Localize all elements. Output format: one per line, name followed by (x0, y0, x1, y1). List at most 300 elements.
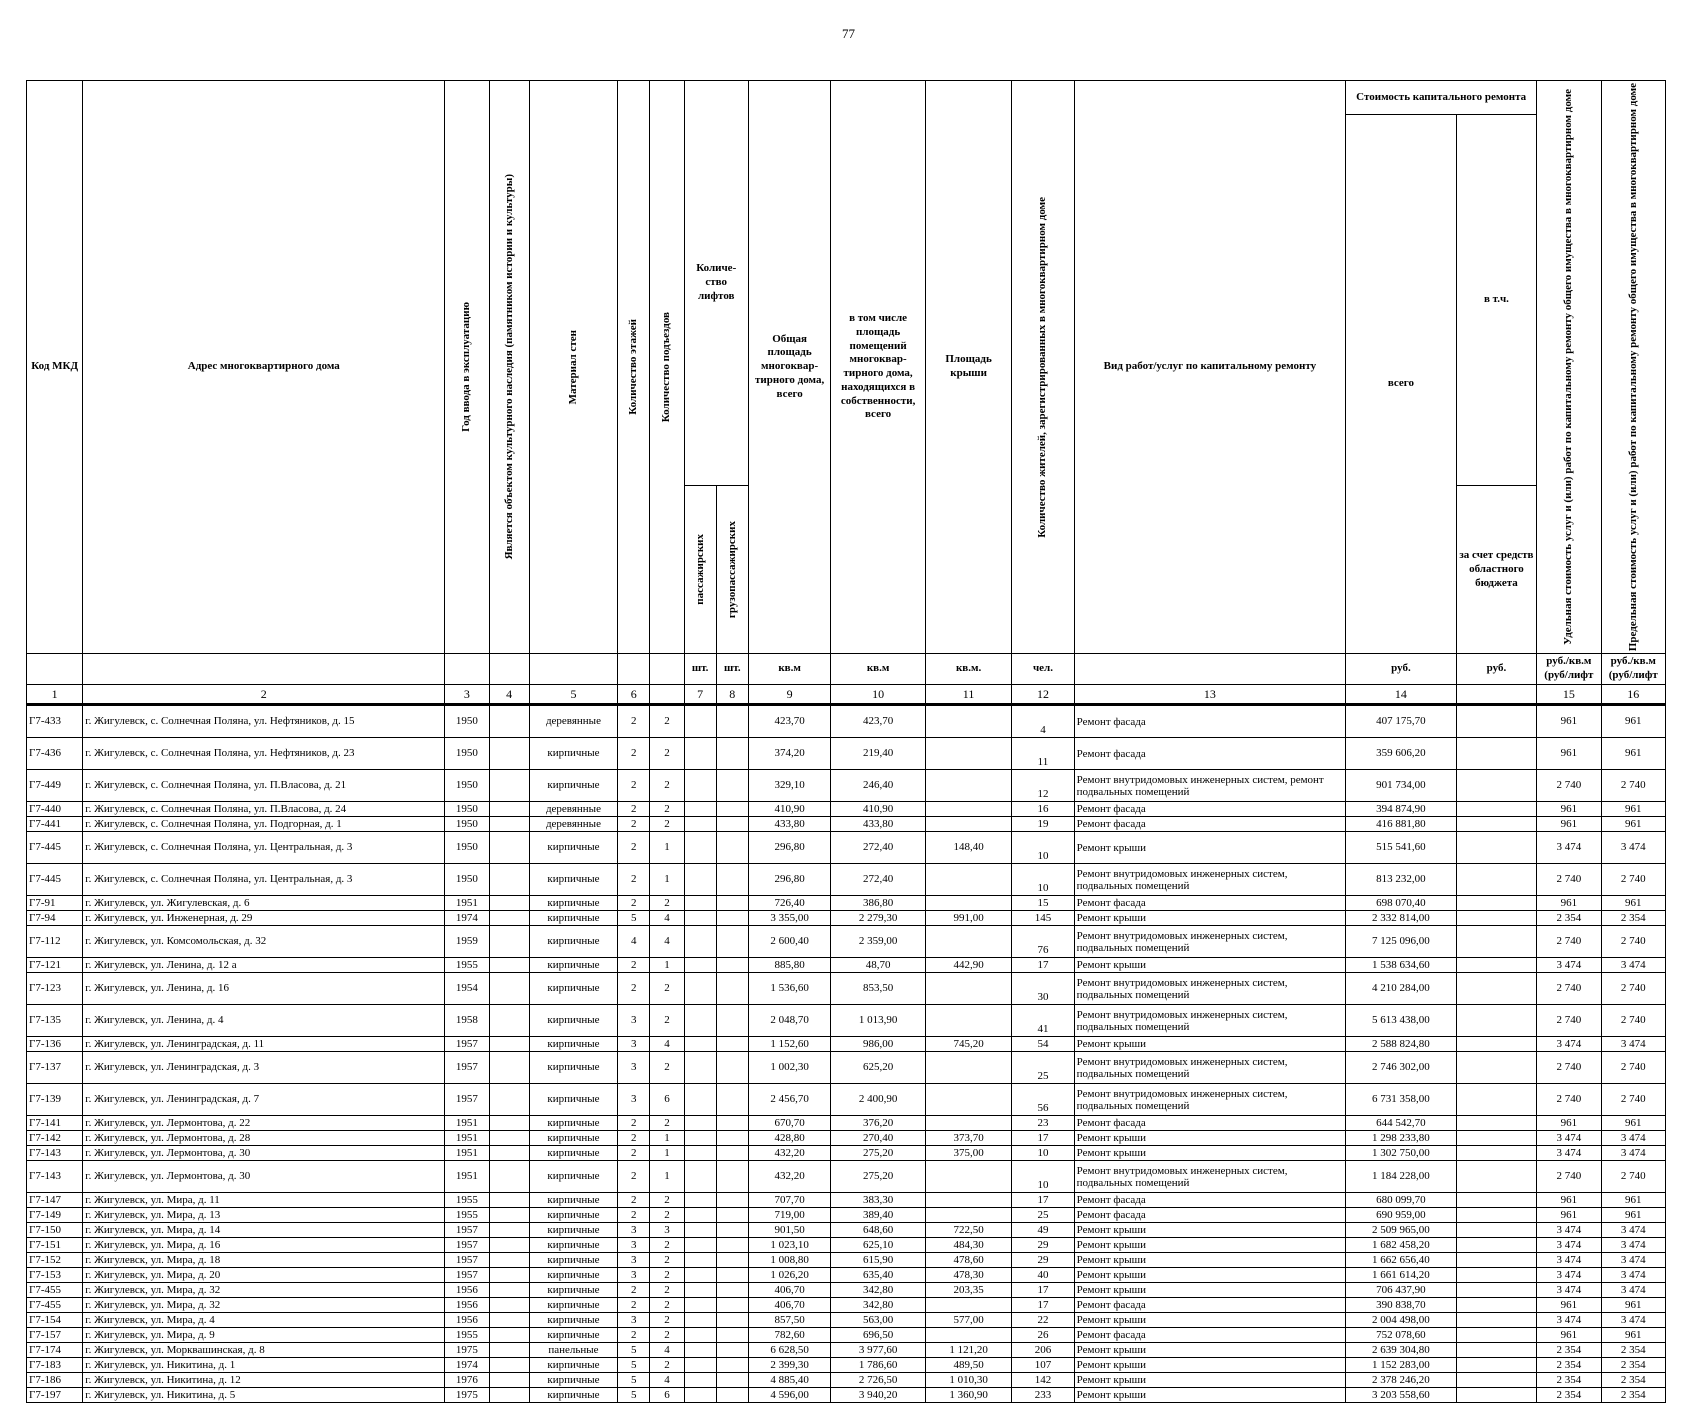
cell-work-type: Ремонт фасада (1074, 1193, 1345, 1208)
cell-residents: 56 (1012, 1084, 1074, 1116)
cell-cost-budget (1456, 1253, 1536, 1268)
cell-year: 1950 (445, 802, 489, 817)
cell-floors: 3 (618, 1084, 650, 1116)
cell-cost-budget (1456, 926, 1536, 958)
cell-address: г. Жигулевск, с. Солнечная Поляна, ул. Подгорная, д. 1 (83, 817, 445, 832)
cell-heritage (489, 1343, 529, 1358)
cell-limit-cost: 2 740 (1601, 926, 1665, 958)
column-number: 13 (1074, 685, 1345, 705)
cell-year: 1957 (445, 1223, 489, 1238)
cell-work-type: Ремонт крыши (1074, 1146, 1345, 1161)
cell-area-total: 1 008,80 (748, 1253, 830, 1268)
cell-roof-area: 1 121,20 (925, 1343, 1011, 1358)
cell-area-owned: 219,40 (831, 738, 926, 770)
cell-area-total: 726,40 (748, 896, 830, 911)
cell-lifts-cargo (716, 832, 748, 864)
cell-cost-budget (1456, 973, 1536, 1005)
header-lifts-cargo: грузопассажирских (716, 486, 748, 654)
table-row (27, 1298, 1666, 1313)
cell-unit-cost: 2 740 (1537, 1084, 1601, 1116)
cell-area-owned: 3 940,20 (831, 1388, 926, 1403)
cell-roof-area: 722,50 (925, 1223, 1011, 1238)
cell-roof-area (925, 705, 1011, 738)
cell-walls: кирпичные (529, 973, 617, 1005)
cell-work-type: Ремонт крыши (1074, 958, 1345, 973)
cell-floors: 5 (618, 911, 650, 926)
cell-walls: кирпичные (529, 1052, 617, 1084)
cell-residents: 145 (1012, 911, 1074, 926)
cell-walls: кирпичные (529, 1146, 617, 1161)
cell-residents: 49 (1012, 1223, 1074, 1238)
cell-address: г. Жигулевск, ул. Лермонтова, д. 28 (83, 1131, 445, 1146)
cell-year: 1955 (445, 958, 489, 973)
cell-roof-area (925, 1005, 1011, 1037)
cell-limit-cost: 3 474 (1601, 1313, 1665, 1328)
cell-area-total: 885,80 (748, 958, 830, 973)
table-row (27, 911, 1666, 926)
cell-work-type: Ремонт внутридомовых инженерных систем, подвальных помещений (1074, 926, 1345, 958)
cell-work-type: Ремонт крыши (1074, 1268, 1345, 1283)
cell-walls: кирпичные (529, 896, 617, 911)
cell-code: Г7-433 (27, 705, 83, 738)
cell-address: г. Жигулевск, ул. Ленина, д. 4 (83, 1005, 445, 1037)
cell-code: Г7-151 (27, 1238, 83, 1253)
cell-cost-budget (1456, 1328, 1536, 1343)
cell-work-type: Ремонт крыши (1074, 1313, 1345, 1328)
cell-cost-total: 416 881,80 (1346, 817, 1457, 832)
cell-roof-area: 577,00 (925, 1313, 1011, 1328)
cell-area-owned: 986,00 (831, 1037, 926, 1052)
cell-lifts-pass (684, 770, 716, 802)
cell-year: 1956 (445, 1283, 489, 1298)
cell-walls: кирпичные (529, 911, 617, 926)
table-row (27, 1328, 1666, 1343)
cell-limit-cost: 3 474 (1601, 1253, 1665, 1268)
cell-area-total: 707,70 (748, 1193, 830, 1208)
cell-area-total: 857,50 (748, 1313, 830, 1328)
cell-work-type: Ремонт фасада (1074, 896, 1345, 911)
cell-year: 1974 (445, 911, 489, 926)
cell-walls: кирпичные (529, 1298, 617, 1313)
header-area-total: Общая площадь многоквар-тирного дома, всего (748, 81, 830, 654)
cell-walls: кирпичные (529, 1193, 617, 1208)
cell-lifts-pass (684, 1208, 716, 1223)
table-row (27, 1388, 1666, 1403)
table-row (27, 1268, 1666, 1283)
cell-limit-cost: 961 (1601, 705, 1665, 738)
header-limit-cost: Предельная стоимость услуг и (или) работ по капитальному ремонту общего имущества в многоквартирном доме (1601, 81, 1665, 654)
cell-area-owned: 615,90 (831, 1253, 926, 1268)
column-number (1456, 685, 1536, 705)
cell-limit-cost: 2 740 (1601, 770, 1665, 802)
cell-floors: 5 (618, 1358, 650, 1373)
cell-entrances: 2 (650, 770, 684, 802)
cell-limit-cost: 961 (1601, 1328, 1665, 1343)
cell-cost-total: 359 606,20 (1346, 738, 1457, 770)
unit-lifts-pass: шт. (684, 654, 716, 685)
cell-residents: 29 (1012, 1238, 1074, 1253)
table-row (27, 1253, 1666, 1268)
cell-unit-cost: 2 354 (1537, 911, 1601, 926)
cell-heritage (489, 926, 529, 958)
cell-area-owned: 2 726,50 (831, 1373, 926, 1388)
cell-area-owned: 635,40 (831, 1268, 926, 1283)
cell-cost-total: 5 613 438,00 (1346, 1005, 1457, 1037)
cell-roof-area: 478,60 (925, 1253, 1011, 1268)
cell-residents: 10 (1012, 1161, 1074, 1193)
table-row (27, 1052, 1666, 1084)
table-row (27, 973, 1666, 1005)
header-code: Код МКД (27, 81, 83, 654)
cell-work-type: Ремонт фасада (1074, 738, 1345, 770)
cell-cost-budget (1456, 1358, 1536, 1373)
cell-cost-budget (1456, 864, 1536, 896)
cell-area-owned: 423,70 (831, 705, 926, 738)
cell-heritage (489, 973, 529, 1005)
cell-floors: 3 (618, 1238, 650, 1253)
cell-area-owned: 48,70 (831, 958, 926, 973)
cell-year: 1957 (445, 1253, 489, 1268)
column-number: 14 (1346, 685, 1457, 705)
cell-cost-budget (1456, 1283, 1536, 1298)
column-numbers-row (27, 685, 1666, 705)
cell-work-type: Ремонт внутридомовых инженерных систем, подвальных помещений (1074, 1084, 1345, 1116)
cell-cost-total: 1 662 656,40 (1346, 1253, 1457, 1268)
cell-cost-total: 515 541,60 (1346, 832, 1457, 864)
cell-unit-cost: 961 (1537, 896, 1601, 911)
cell-area-total: 432,20 (748, 1146, 830, 1161)
cell-roof-area: 1 360,90 (925, 1388, 1011, 1403)
cell-residents: 4 (1012, 705, 1074, 738)
cell-unit-cost: 3 474 (1537, 1253, 1601, 1268)
cell-lifts-pass (684, 1313, 716, 1328)
cell-address: г. Жигулевск, ул. Жигулевская, д. 6 (83, 896, 445, 911)
column-number: 1 (27, 685, 83, 705)
cell-cost-total: 4 210 284,00 (1346, 973, 1457, 1005)
table-row (27, 1343, 1666, 1358)
cell-limit-cost: 961 (1601, 738, 1665, 770)
cell-area-owned: 389,40 (831, 1208, 926, 1223)
cell-cost-budget (1456, 1084, 1536, 1116)
cell-area-owned: 563,00 (831, 1313, 926, 1328)
cell-address: г. Жигулевск, ул. Никитина, д. 1 (83, 1358, 445, 1373)
cell-limit-cost: 961 (1601, 1208, 1665, 1223)
cell-work-type: Ремонт крыши (1074, 1283, 1345, 1298)
cell-year: 1955 (445, 1328, 489, 1343)
cell-roof-area: 991,00 (925, 911, 1011, 926)
cell-address: г. Жигулевск, ул. Лермонтова, д. 30 (83, 1146, 445, 1161)
cell-residents: 17 (1012, 1298, 1074, 1313)
cell-code: Г7-143 (27, 1161, 83, 1193)
cell-year: 1957 (445, 1084, 489, 1116)
cell-code: Г7-445 (27, 864, 83, 896)
cell-limit-cost: 2 354 (1601, 911, 1665, 926)
cell-cost-total: 2 509 965,00 (1346, 1223, 1457, 1238)
cell-area-total: 2 048,70 (748, 1005, 830, 1037)
cell-entrances: 6 (650, 1388, 684, 1403)
cell-residents: 233 (1012, 1388, 1074, 1403)
table-row (27, 832, 1666, 864)
cell-heritage (489, 958, 529, 973)
cell-roof-area: 1 010,30 (925, 1373, 1011, 1388)
cell-area-total: 782,60 (748, 1328, 830, 1343)
cell-lifts-pass (684, 1253, 716, 1268)
cell-residents: 30 (1012, 973, 1074, 1005)
cell-cost-budget (1456, 1298, 1536, 1313)
cell-address: г. Жигулевск, с. Солнечная Поляна, ул. П.Власова, д. 21 (83, 770, 445, 802)
cell-area-total: 296,80 (748, 832, 830, 864)
cell-residents: 25 (1012, 1052, 1074, 1084)
cell-area-owned: 433,80 (831, 817, 926, 832)
cell-floors: 5 (618, 1388, 650, 1403)
cell-cost-total: 680 099,70 (1346, 1193, 1457, 1208)
cell-residents: 142 (1012, 1373, 1074, 1388)
cell-heritage (489, 770, 529, 802)
cell-unit-cost: 3 474 (1537, 1131, 1601, 1146)
cell-lifts-pass (684, 1052, 716, 1084)
cell-year: 1950 (445, 864, 489, 896)
cell-cost-budget (1456, 1373, 1536, 1388)
cell-lifts-cargo (716, 1298, 748, 1313)
cell-floors: 2 (618, 973, 650, 1005)
table-row (27, 1084, 1666, 1116)
cell-cost-total: 690 959,00 (1346, 1208, 1457, 1223)
cell-cost-total: 901 734,00 (1346, 770, 1457, 802)
cell-work-type: Ремонт крыши (1074, 1223, 1345, 1238)
column-number: 9 (748, 685, 830, 705)
cell-lifts-cargo (716, 817, 748, 832)
cell-area-total: 6 628,50 (748, 1343, 830, 1358)
cell-year: 1957 (445, 1238, 489, 1253)
cell-cost-total: 2 746 302,00 (1346, 1052, 1457, 1084)
cell-lifts-cargo (716, 973, 748, 1005)
cell-entrances: 2 (650, 1238, 684, 1253)
cell-work-type: Ремонт фасада (1074, 802, 1345, 817)
cell-heritage (489, 1268, 529, 1283)
cell-lifts-pass (684, 864, 716, 896)
table-row (27, 817, 1666, 832)
cell-year: 1954 (445, 973, 489, 1005)
cell-heritage (489, 738, 529, 770)
cell-heritage (489, 1358, 529, 1373)
unit-limit-cost: руб./кв.м (руб/лифт (1601, 654, 1665, 685)
cell-cost-total: 1 152 283,00 (1346, 1358, 1457, 1373)
cell-roof-area: 489,50 (925, 1358, 1011, 1373)
cell-entrances: 4 (650, 911, 684, 926)
cell-lifts-pass (684, 1358, 716, 1373)
cell-code: Г7-157 (27, 1328, 83, 1343)
cell-residents: 23 (1012, 1116, 1074, 1131)
cell-lifts-pass (684, 926, 716, 958)
cell-walls: кирпичные (529, 1388, 617, 1403)
cell-year: 1951 (445, 1116, 489, 1131)
cell-code: Г7-183 (27, 1358, 83, 1373)
table-row (27, 1358, 1666, 1373)
cell-lifts-pass (684, 1328, 716, 1343)
cell-work-type: Ремонт крыши (1074, 1373, 1345, 1388)
cell-lifts-pass (684, 1005, 716, 1037)
unit-residents: чел. (1012, 654, 1074, 685)
cell-floors: 2 (618, 1131, 650, 1146)
cell-unit-cost: 2 354 (1537, 1358, 1601, 1373)
cell-address: г. Жигулевск, ул. Ленинградская, д. 7 (83, 1084, 445, 1116)
cell-entrances: 1 (650, 864, 684, 896)
cell-cost-budget (1456, 1005, 1536, 1037)
cell-cost-budget (1456, 1131, 1536, 1146)
cell-code: Г7-147 (27, 1193, 83, 1208)
cell-cost-total: 390 838,70 (1346, 1298, 1457, 1313)
cell-floors: 3 (618, 1223, 650, 1238)
cell-cost-budget (1456, 1161, 1536, 1193)
cell-unit-cost: 961 (1537, 1208, 1601, 1223)
cell-heritage (489, 1238, 529, 1253)
cell-lifts-pass (684, 1084, 716, 1116)
cell-cost-total: 1 661 614,20 (1346, 1268, 1457, 1283)
cell-entrances: 2 (650, 1052, 684, 1084)
cell-lifts-cargo (716, 738, 748, 770)
cell-year: 1957 (445, 1037, 489, 1052)
table-row (27, 926, 1666, 958)
cell-walls: панельные (529, 1343, 617, 1358)
cell-address: г. Жигулевск, ул. Ленина, д. 12 а (83, 958, 445, 973)
cell-limit-cost: 2 354 (1601, 1343, 1665, 1358)
cell-limit-cost: 3 474 (1601, 1268, 1665, 1283)
cell-walls: деревянные (529, 705, 617, 738)
unit-area-total: кв.м (748, 654, 830, 685)
cell-work-type: Ремонт внутридомовых инженерных систем, подвальных помещений (1074, 973, 1345, 1005)
cell-unit-cost: 3 474 (1537, 1238, 1601, 1253)
header-cost-incl: в т.ч. (1456, 115, 1536, 486)
cell-lifts-cargo (716, 770, 748, 802)
cell-address: г. Жигулевск, ул. Мира, д. 4 (83, 1313, 445, 1328)
cell-area-owned: 625,20 (831, 1052, 926, 1084)
column-number: 6 (618, 685, 650, 705)
cell-heritage (489, 817, 529, 832)
cell-work-type: Ремонт крыши (1074, 1131, 1345, 1146)
cell-unit-cost: 2 740 (1537, 864, 1601, 896)
cell-lifts-cargo (716, 1238, 748, 1253)
cell-address: г. Жигулевск, с. Солнечная Поляна, ул. П.Власова, д. 24 (83, 802, 445, 817)
cell-walls: кирпичные (529, 738, 617, 770)
cell-lifts-cargo (716, 926, 748, 958)
cell-lifts-cargo (716, 1193, 748, 1208)
cell-year: 1950 (445, 832, 489, 864)
cell-area-total: 406,70 (748, 1298, 830, 1313)
cell-area-total: 2 600,40 (748, 926, 830, 958)
cell-roof-area (925, 926, 1011, 958)
cell-unit-cost: 2 354 (1537, 1388, 1601, 1403)
cell-year: 1955 (445, 1193, 489, 1208)
cell-work-type: Ремонт внутридомовых инженерных систем, подвальных помещений (1074, 1005, 1345, 1037)
cell-walls: кирпичные (529, 1328, 617, 1343)
cell-code: Г7-445 (27, 832, 83, 864)
header-residents: Количество жителей, зарегистрированных в многоквартирном доме (1012, 81, 1074, 654)
cell-lifts-cargo (716, 1223, 748, 1238)
cell-limit-cost: 2 354 (1601, 1358, 1665, 1373)
cell-roof-area: 442,90 (925, 958, 1011, 973)
cell-floors: 5 (618, 1373, 650, 1388)
cell-entrances: 6 (650, 1084, 684, 1116)
unit-unit-cost: руб./кв.м (руб/лифт (1537, 654, 1601, 685)
cell-entrances: 3 (650, 1223, 684, 1238)
cell-work-type: Ремонт фасада (1074, 1208, 1345, 1223)
cell-year: 1950 (445, 738, 489, 770)
cell-lifts-cargo (716, 1037, 748, 1052)
cell-lifts-pass (684, 1131, 716, 1146)
cell-cost-total: 2 332 814,00 (1346, 911, 1457, 926)
cell-year: 1951 (445, 1146, 489, 1161)
cell-limit-cost: 2 740 (1601, 1161, 1665, 1193)
cell-floors: 2 (618, 738, 650, 770)
cell-area-total: 670,70 (748, 1116, 830, 1131)
cell-lifts-pass (684, 1283, 716, 1298)
cell-walls: кирпичные (529, 864, 617, 896)
cell-area-owned: 386,80 (831, 896, 926, 911)
cell-cost-budget (1456, 802, 1536, 817)
cell-roof-area (925, 817, 1011, 832)
column-number: 11 (925, 685, 1011, 705)
cell-limit-cost: 961 (1601, 896, 1665, 911)
cell-residents: 107 (1012, 1358, 1074, 1373)
cell-unit-cost: 2 740 (1537, 770, 1601, 802)
cell-area-total: 432,20 (748, 1161, 830, 1193)
table-row (27, 864, 1666, 896)
cell-lifts-pass (684, 802, 716, 817)
cell-area-owned: 272,40 (831, 832, 926, 864)
unit-area-owned: кв.м (831, 654, 926, 685)
cell-area-total: 901,50 (748, 1223, 830, 1238)
cell-year: 1950 (445, 705, 489, 738)
cell-cost-budget (1456, 1238, 1536, 1253)
column-number: 10 (831, 685, 926, 705)
header-cost: Стоимость капитального ремонта (1346, 81, 1537, 115)
cell-limit-cost: 3 474 (1601, 1283, 1665, 1298)
cell-entrances: 1 (650, 1161, 684, 1193)
cell-roof-area (925, 1298, 1011, 1313)
cell-cost-budget (1456, 1343, 1536, 1358)
table-row (27, 1313, 1666, 1328)
cell-work-type: Ремонт фасада (1074, 1298, 1345, 1313)
cell-area-total: 3 355,00 (748, 911, 830, 926)
cell-walls: кирпичные (529, 926, 617, 958)
cell-work-type: Ремонт крыши (1074, 832, 1345, 864)
cell-work-type: Ремонт внутридомовых инженерных систем, подвальных помещений (1074, 1052, 1345, 1084)
cell-address: г. Жигулевск, ул. Мира, д. 11 (83, 1193, 445, 1208)
cell-heritage (489, 1208, 529, 1223)
cell-cost-budget (1456, 1223, 1536, 1238)
cell-floors: 2 (618, 1193, 650, 1208)
cell-code: Г7-142 (27, 1131, 83, 1146)
cell-residents: 76 (1012, 926, 1074, 958)
cell-limit-cost: 3 474 (1601, 1238, 1665, 1253)
cell-unit-cost: 3 474 (1537, 958, 1601, 973)
cell-walls: кирпичные (529, 832, 617, 864)
cell-heritage (489, 1373, 529, 1388)
cell-cost-total: 394 874,90 (1346, 802, 1457, 817)
cell-code: Г7-135 (27, 1005, 83, 1037)
cell-residents: 11 (1012, 738, 1074, 770)
cell-walls: кирпичные (529, 1005, 617, 1037)
cell-roof-area: 375,00 (925, 1146, 1011, 1161)
cell-limit-cost: 3 474 (1601, 1037, 1665, 1052)
cell-residents: 25 (1012, 1208, 1074, 1223)
cell-lifts-pass (684, 705, 716, 738)
cell-walls: кирпичные (529, 1253, 617, 1268)
cell-address: г. Жигулевск, ул. Ленинградская, д. 3 (83, 1052, 445, 1084)
cell-lifts-pass (684, 1223, 716, 1238)
cell-heritage (489, 1328, 529, 1343)
cell-area-total: 329,10 (748, 770, 830, 802)
